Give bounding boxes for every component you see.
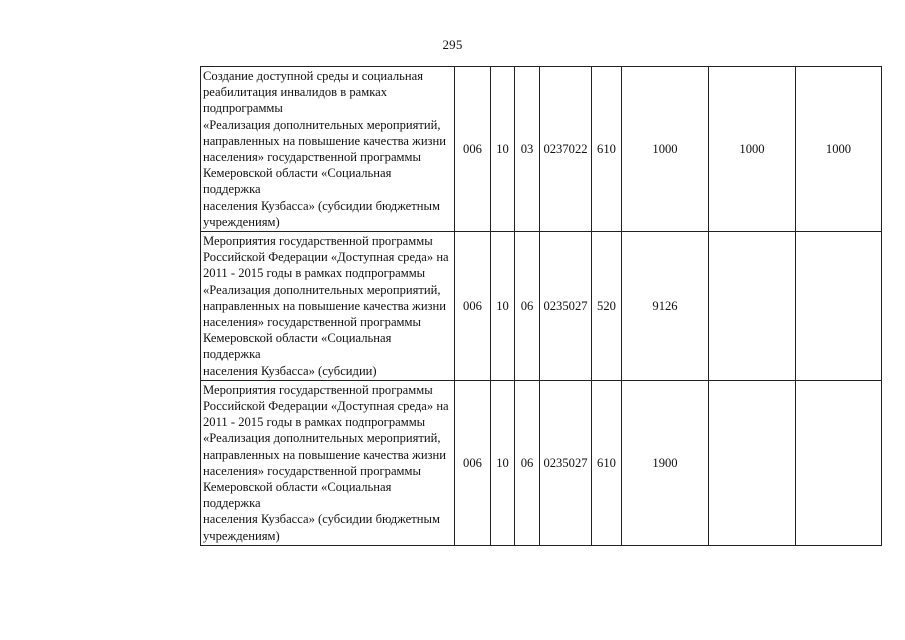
expense-type-code: 610 bbox=[592, 67, 622, 232]
amount-year-1: 9126 bbox=[622, 232, 709, 381]
amount-year-3 bbox=[796, 232, 882, 381]
ministry-code: 006 bbox=[455, 67, 491, 232]
section-code: 10 bbox=[491, 67, 515, 232]
subsection-code: 06 bbox=[515, 380, 540, 545]
expense-type-code: 520 bbox=[592, 232, 622, 381]
page-number: 295 bbox=[442, 37, 463, 52]
section-code: 10 bbox=[491, 232, 515, 381]
table-row bbox=[201, 232, 882, 381]
expense-type-code: 610 bbox=[592, 380, 622, 545]
amount-year-2 bbox=[709, 380, 796, 545]
target-article-code: 0235027 bbox=[540, 232, 592, 381]
ministry-code: 006 bbox=[455, 380, 491, 545]
ministry-code: 006 bbox=[455, 232, 491, 381]
table-row bbox=[201, 380, 882, 545]
subsection-code: 06 bbox=[515, 232, 540, 381]
amount-year-2 bbox=[709, 232, 796, 381]
budget-table bbox=[200, 66, 882, 546]
target-article-code: 0235027 bbox=[540, 380, 592, 545]
amount-year-3 bbox=[796, 380, 882, 545]
section-code: 10 bbox=[491, 380, 515, 545]
amount-year-1: 1900 bbox=[622, 380, 709, 545]
amount-year-2: 1000 bbox=[709, 67, 796, 232]
amount-year-1: 1000 bbox=[622, 67, 709, 232]
row-description: Мероприятия государственной программы Российской Федерации «Доступная среда» на 2011 - 2015 годы в рамках подпрограммы «Реализация дополнительных мероприятий, направленных на повышение качества жизни населения» государственной программы Кемеровской области «Социальная поддержка населения Кузбасса» (субсидии бюджетным учреждениям) bbox=[201, 380, 455, 545]
row-description: Создание доступной среды и социальная реабилитация инвалидов в рамках подпрограммы «Реализация дополнительных мероприятий, направленных на повышение качества жизни населения» государственной программы Кемеровской области «Социальная поддержка населения Кузбасса» (субсидии бюджетным учреждениям) bbox=[201, 67, 455, 232]
target-article-code: 0237022 bbox=[540, 67, 592, 232]
amount-year-3: 1000 bbox=[796, 67, 882, 232]
table-row bbox=[201, 67, 882, 232]
subsection-code: 03 bbox=[515, 67, 540, 232]
row-description: Мероприятия государственной программы Российской Федерации «Доступная среда» на 2011 - 2015 годы в рамках подпрограммы «Реализация дополнительных мероприятий, направленных на повышение качества жизни населения» государственной программы Кемеровской области «Социальная поддержка населения Кузбасса» (субсидии) bbox=[201, 232, 455, 381]
